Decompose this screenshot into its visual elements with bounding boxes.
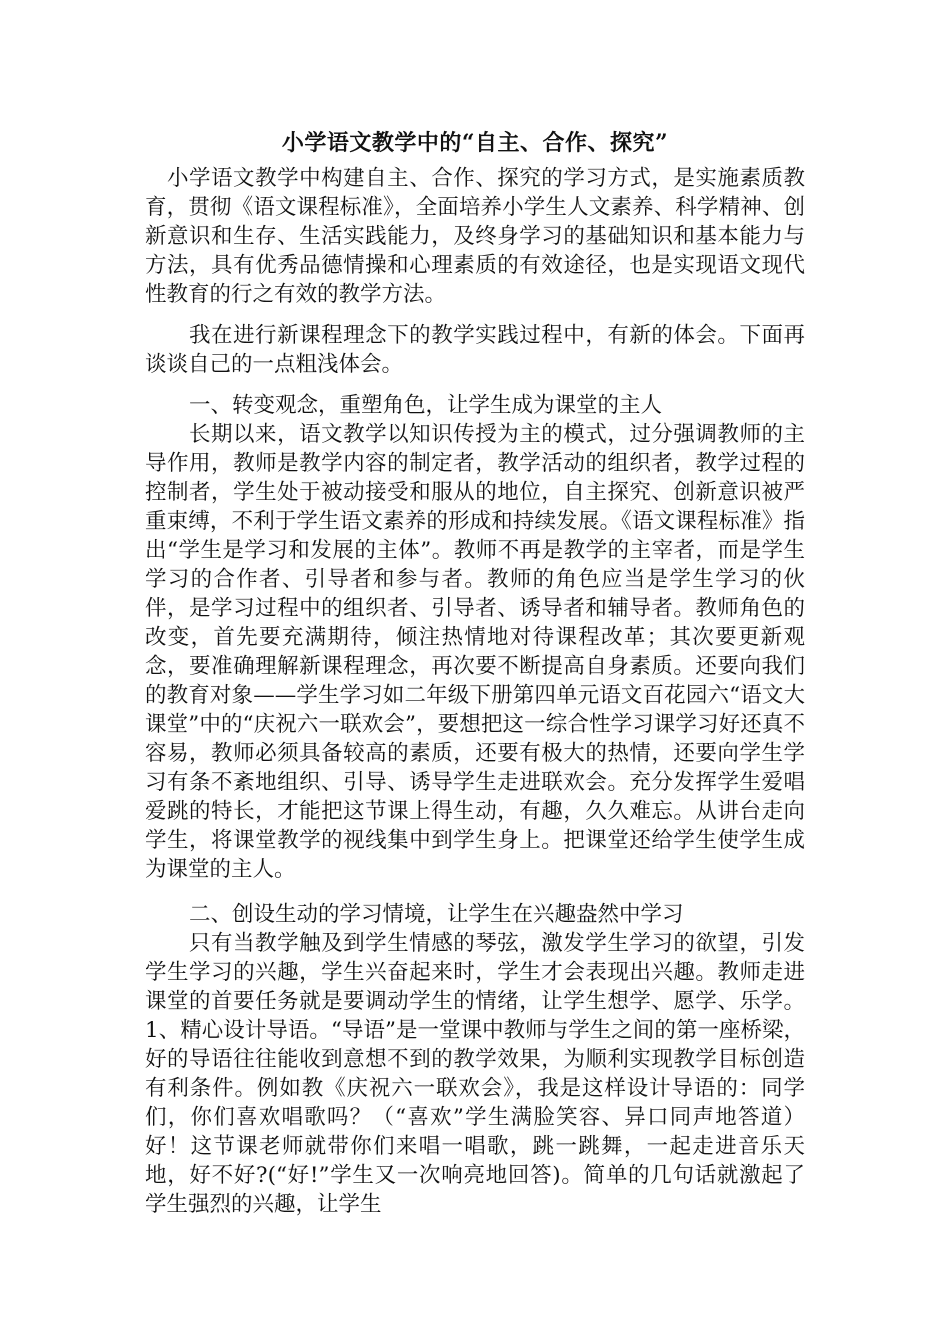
document-page	[145, 128, 805, 1219]
document-title: 小学语文教学中的“自主、合作、探究”	[281, 130, 669, 156]
section-1-body: 长期以来，语文教学以知识传授为主的模式，过分强调教师的主导作用，教师是教学内容的制定者，教学活动的组织者，教学过程的控制者，学生处于被动接受和服从的地位，自主探究、创新意识被严重束缚，不利于学生语文素养的形成和持续发展。《语文课程标准》指出“学生是学习和发展的主体”。教师不再是教学的主宰者，而是学生学习的合作者、引导者和参与者。教师的角色应当是学生学习的伙伴，是学习过程中的组织者、引导者、诱导者和辅导者。教师角色的改变，首先要充满期待，倾注热情地对待课程改革；其次要更新观念，要准确理解新课程理念，再次要不断提高自身素质。还要向我们的教育对象——学生学习如二年级下册第四单元语文百花园六“语文大课堂”中的“庆祝六一联欢会”，要想把这一综合性学习课学习好还真不容易，教师必须具备较高的素质，还要有极大的热情，还要向学生学习有条不紊地组织、引导、诱导学生走进联欢会。充分发挥学生爱唱爱跳的特长，才能把这节课上得生动，有趣，久久难忘。从讲台走向学生，将课堂教学的视线集中到学生身上。把课堂还给学生使学生成为课堂的主人。	[145, 422, 805, 882]
experience-paragraph: 我在进行新课程理念下的教学实践过程中，有新的体会。下面再谈谈自己的一点粗浅体会。	[145, 323, 805, 377]
intro-paragraph: 小学语文教学中构建自主、合作、探究的学习方式，是实施素质教育，贯彻《语文课程标准》，全面培养小学生人文素养、科学精神、创新意识和生存、生活实践能力，及终身学习的基础知识和基本能力与方法，具有优秀品德情操和心理素质的有效途径，也是实现语文现代性教育的行之有效的教学方法。	[145, 166, 805, 307]
section-1-heading: 一、转变观念，重塑角色，让学生成为课堂的主人	[189, 393, 663, 418]
section-2-body: 只有当教学触及到学生情感的琴弦，激发学生学习的欲望，引发学生学习的兴趣，学生兴奋起来时，学生才会表现出兴趣。教师走进课堂的首要任务就是要调动学生的情绪，让学生想学、愿学、乐学。1、精心设计导语。“导语”是一堂课中教师与学生之间的第一座桥梁，好的导语往往能收到意想不到的教学效果，为顺利实现教学目标创造有利条件。例如教《庆祝六一联欢会》，我是这样设计导语的：同学们，你们喜欢唱歌吗？（“喜欢”学生满脸笑容、异口同声地答道）好！这节课老师就带你们来唱一唱歌，跳一跳舞，一起走进音乐天地，好不好?(“好!”学生又一次响亮地回答)。简单的几句话就激起了学生强烈的兴趣，让学生	[145, 931, 805, 1217]
section-2-heading: 二、创设生动的学习情境，让学生在兴趣盎然中学习	[189, 902, 684, 927]
